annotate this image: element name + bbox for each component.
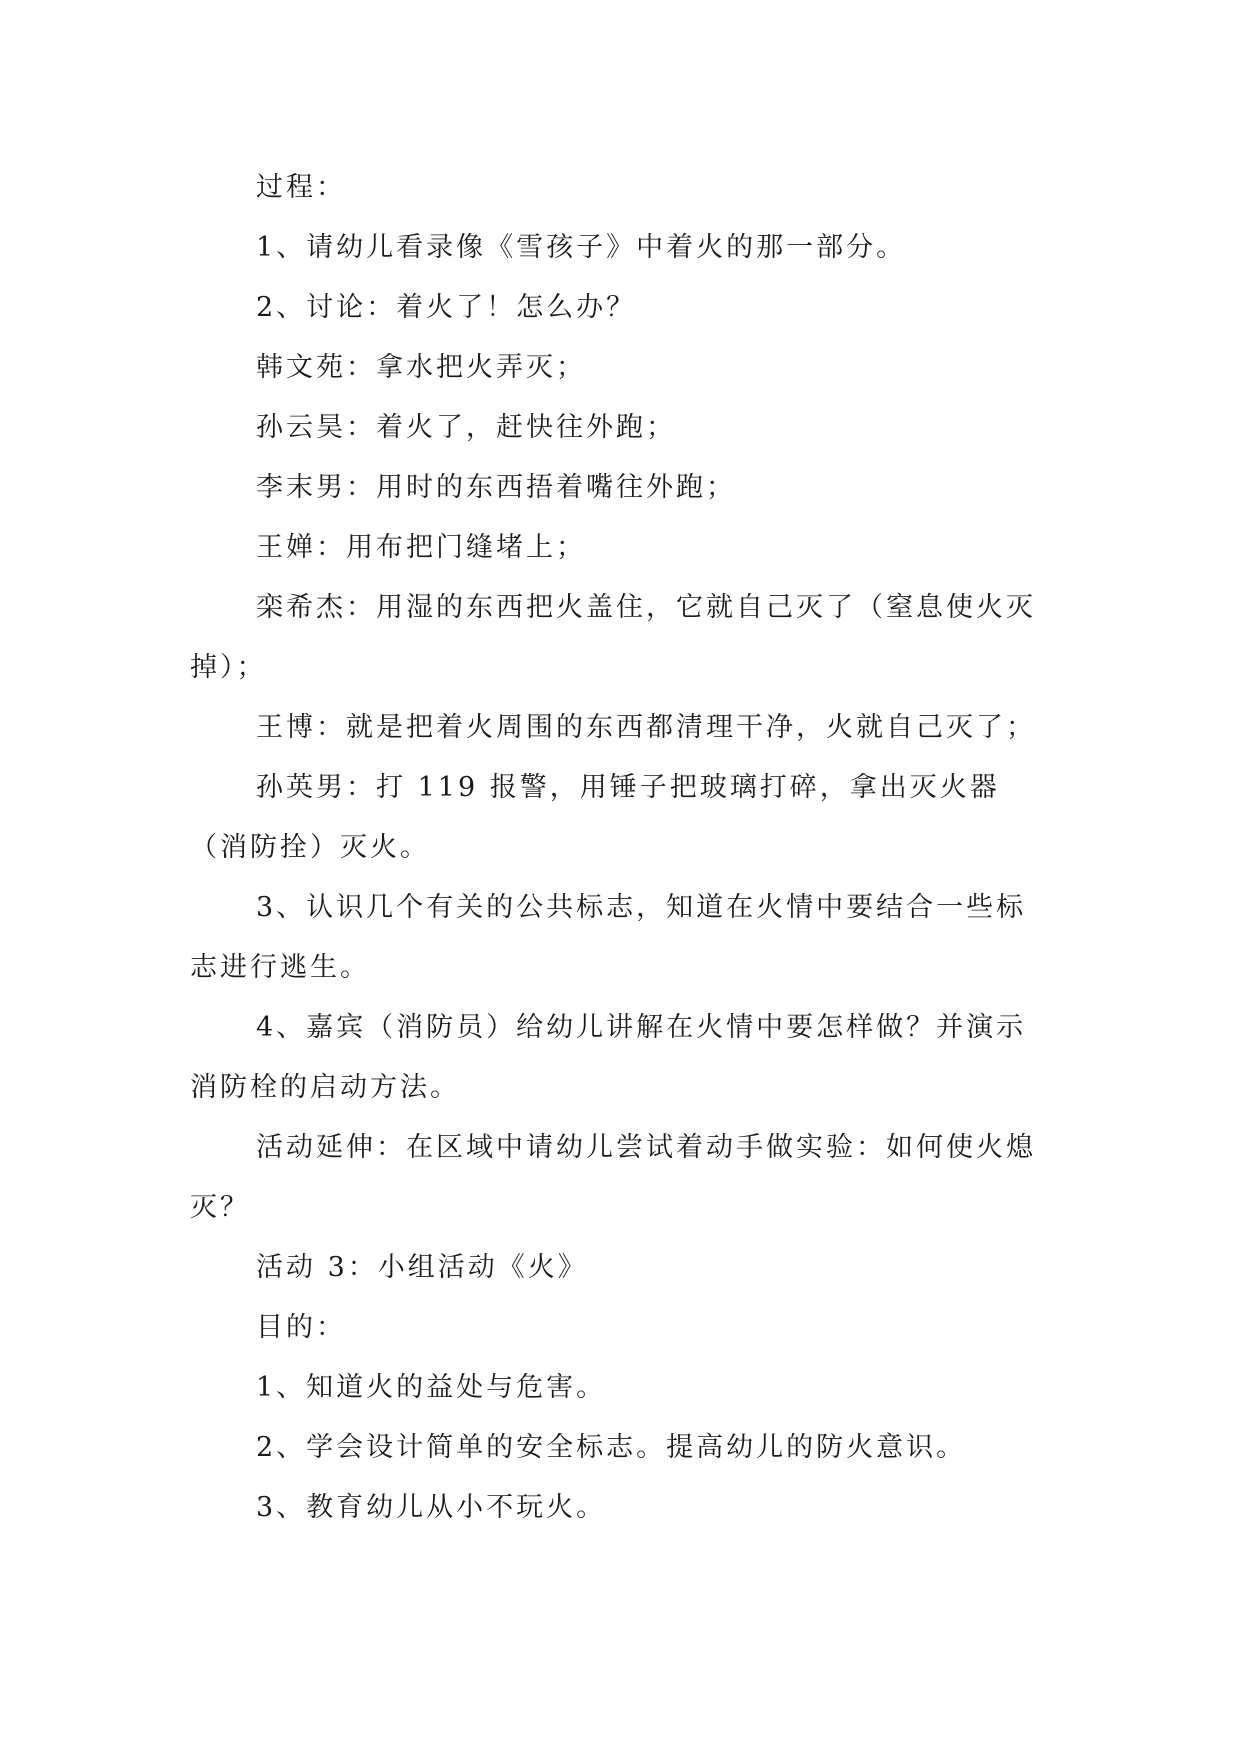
paragraph: 1、知道火的益处与危害。	[256, 1372, 607, 1403]
paragraph: 孙云昊：着火了，赶快往外跑；	[256, 412, 676, 443]
document-body	[190, 158, 1050, 1538]
paragraph: 1、请幼儿看录像《雪孩子》中着火的那一部分。	[256, 232, 907, 263]
paragraph: 栾希杰：用湿的东西把火盖住，它就自己灭了（窒息使火灭掉）；	[190, 592, 1036, 683]
paragraph: 活动 3：小组活动《火》	[256, 1252, 588, 1283]
paragraph: 孙英男：打 119 报警，用锤子把玻璃打碎，拿出灭火器（消防拴）灭火。	[190, 772, 1000, 863]
paragraph: 王博：就是把着火周围的东西都清理干净，火就自己灭了；	[256, 712, 1036, 743]
paragraph: 韩文苑：拿水把火弄灭；	[256, 352, 586, 383]
paragraph: 李末男：用时的东西捂着嘴往外跑；	[256, 472, 736, 503]
paragraph: 活动延伸：在区域中请幼儿尝试着动手做实验：如何使火熄灭？	[190, 1132, 1036, 1223]
paragraph: 4、嘉宾（消防员）给幼儿讲解在火情中要怎样做？并演示消防栓的启动方法。	[190, 1012, 1027, 1103]
paragraph: 2、学会设计简单的安全标志。提高幼儿的防火意识。	[256, 1432, 967, 1463]
paragraph: 王婵：用布把门缝堵上；	[256, 532, 586, 563]
paragraph: 过程：	[256, 172, 346, 203]
paragraph: 3、认识几个有关的公共标志，知道在火情中要结合一些标志进行逃生。	[190, 892, 1027, 983]
paragraph: 3、教育幼儿从小不玩火。	[256, 1492, 607, 1523]
paragraph: 2、讨论：着火了！怎么办？	[256, 292, 637, 323]
paragraph: 目的：	[256, 1312, 346, 1343]
